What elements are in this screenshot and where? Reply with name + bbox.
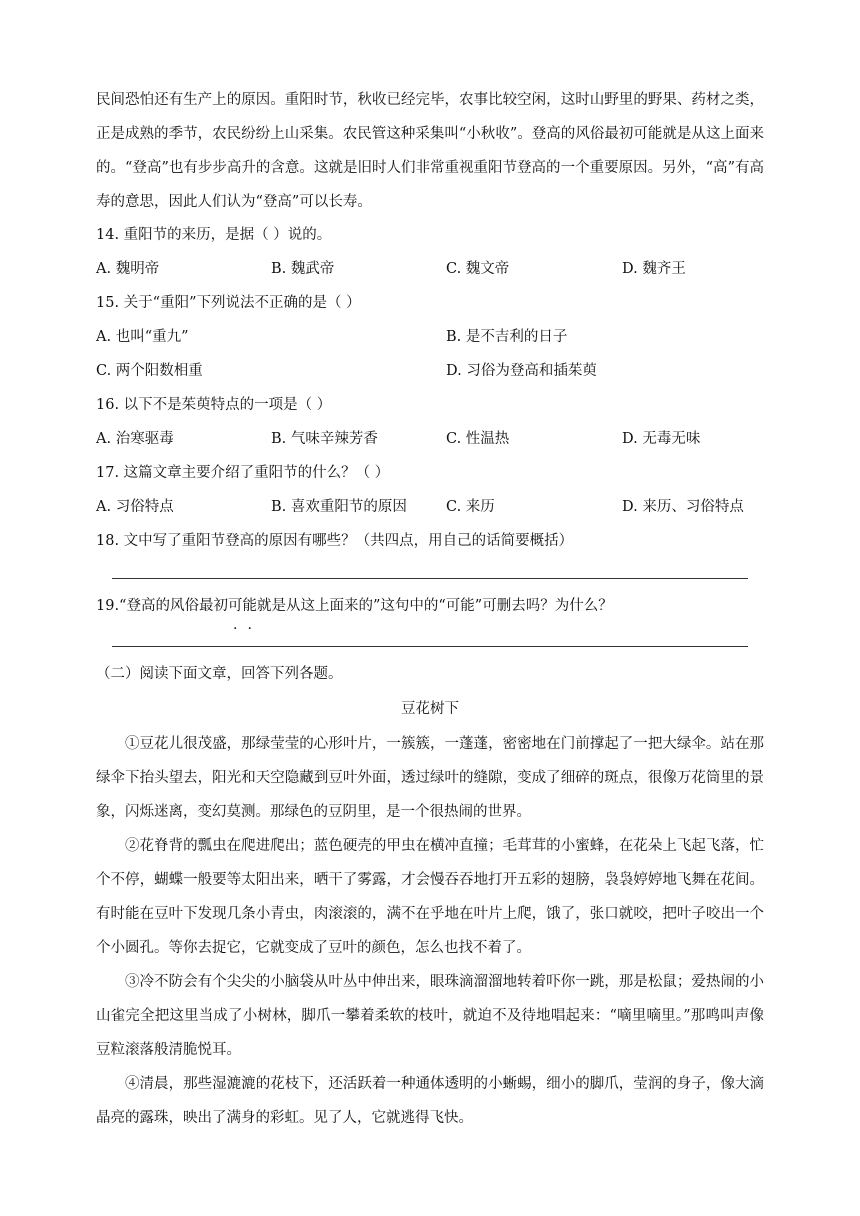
q15-option-b: B. 是不吉利的日子 — [446, 329, 568, 345]
intro-paragraph: 民间恐怕还有生产上的原因。重阳时节，秋收已经完毕，农事比较空闲，这时山野里的野果、药材之类，正是成熟的季节，农民纷纷上山采集。农民管这种采集叫“小秋收”。登高的风俗最初可能就是从这上面来的。“登高”也有步步高升的含意。这就是旧时人们非常重视重阳节登高的一个重要原因。另外，“高”有高寿的意思，因此人们认为“登高”可以长寿。 — [96, 92, 764, 210]
q14-option-d: D. 魏齐王 — [622, 261, 686, 277]
q14-option-c: C. 魏文帝 — [446, 261, 510, 277]
q15-option-d: D. 习俗为登高和插茱萸 — [446, 363, 597, 379]
question-17-stem: 17. 这篇文章主要介绍了重阳节的什么？（ ） — [96, 465, 390, 481]
article-title: 豆花树下 — [401, 701, 459, 717]
question-15-stem: 15. 关于“重阳”下列说法不正确的是（ ） — [96, 295, 361, 311]
q17-option-c: C. 来历 — [446, 499, 495, 515]
q14-option-b: B. 魏武帝 — [271, 261, 335, 277]
question-14-stem: 14. 重阳节的来历，是据（ ）说的。 — [96, 227, 332, 243]
q14-option-a: A. 魏明帝 — [96, 261, 160, 277]
q15-option-c: C. 两个阳数相重 — [96, 363, 203, 379]
answer-line-18 — [112, 578, 748, 579]
section-2-heading: （二）阅读下面文章，回答下列各题。 — [96, 666, 343, 682]
article-paragraph-2: ②花脊背的瓢虫在爬进爬出；蓝色硬壳的甲虫在横冲直撞；毛茸茸的小蜜蜂，在花朵上飞起飞落，忙个不停，蝴蝶一般要等太阳出来，晒干了雾露，才会慢吞吞地打开五彩的翅膀，袅袅婷婷地飞舞在花间。有时能在豆叶下发现几条小青虫，肉滚滚的，满不在乎地在叶片上爬，饿了，张口就咬，把叶子咬出一个个小圆孔。等你去捉它，它就变成了豆叶的颜色，怎么也找不着了。 — [96, 838, 764, 956]
article-paragraph-1: ①豆花儿很茂盛，那绿莹莹的心形叶片，一簇簇，一蓬蓬，密密地在门前撑起了一把大绿伞。站在那绿伞下抬头望去，阳光和天空隐藏到豆叶外面，透过绿叶的缝隙，变成了细碎的斑点，很像万花筒里的景象，闪烁迷离，变幻莫测。那绿色的豆阴里，是一个很热闹的世界。 — [96, 736, 764, 820]
q16-option-d: D. 无毒无味 — [622, 431, 701, 447]
article-paragraph-4: ④清晨，那些湿漉漉的花枝下，还活跃着一种通体透明的小蜥蜴，细小的脚爪，莹润的身子，像大滴晶亮的露珠，映出了满身的彩虹。见了人，它就逃得飞快。 — [96, 1076, 764, 1126]
q16-option-c: C. 性温热 — [446, 431, 510, 447]
q17-option-d: D. 来历、习俗特点 — [622, 499, 744, 515]
question-18-stem: 18. 文中写了重阳节登高的原因有哪些？（共四点，用自己的话简要概括） — [96, 533, 574, 549]
answer-line-19 — [112, 646, 748, 647]
q16-option-b: B. 气味辛辣芳香 — [271, 431, 378, 447]
q16-option-a: A. 治寒驱毒 — [96, 431, 174, 447]
q15-option-a: A. 也叫“重九” — [96, 329, 189, 345]
question-16-stem: 16. 以下不是茱萸特点的一项是（ ） — [96, 397, 332, 413]
q17-option-b: B. 喜欢重阳节的原因 — [271, 499, 407, 515]
q19-text-before: 19.“登高的风俗最初 — [96, 598, 228, 614]
emphasis-char-1: 可 — [227, 598, 243, 614]
article-paragraph-3: ③冷不防会有个尖尖的小脑袋从叶丛中伸出来，眼珠滴溜溜地转着吓你一跳，那是松鼠；爱热闹的小山雀完全把这里当成了小树林，脚爪一攀着柔软的枝叶，就迫不及待地唱起来：“嘀里嘀里。”那鸣叫声像豆粒滚落般清脆悦耳。 — [96, 974, 764, 1058]
q19-text-after: 就是从这上面来的”这句中的“可能”可删去吗？为什么？ — [256, 598, 613, 614]
emphasis-char-2: 能 — [242, 598, 257, 614]
question-19-stem — [96, 589, 613, 623]
q17-option-a: A. 习俗特点 — [96, 499, 174, 515]
